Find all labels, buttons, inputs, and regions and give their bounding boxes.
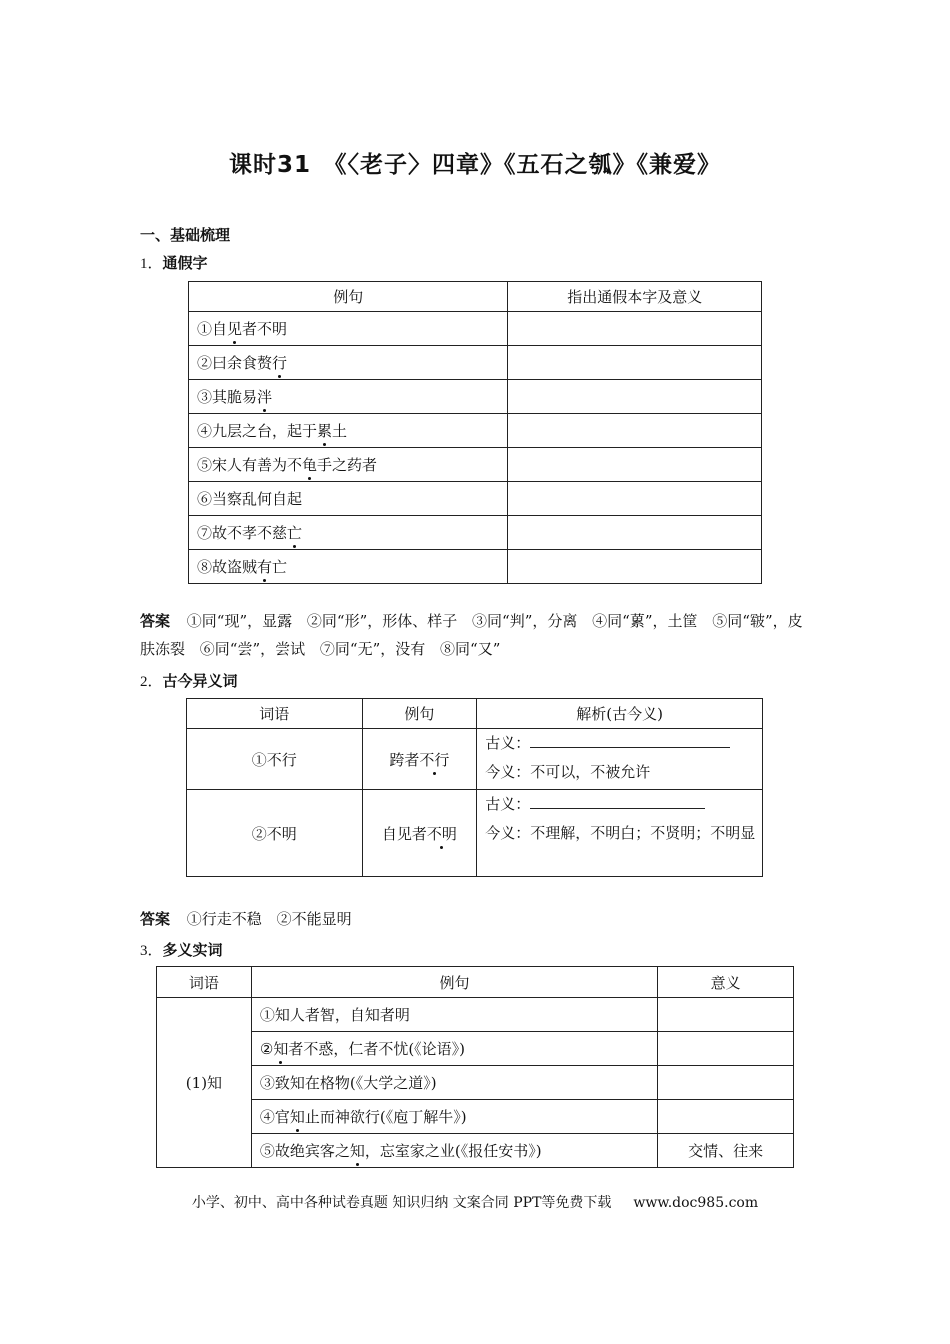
footer-link[interactable]: www.doc985.com	[633, 1195, 759, 1211]
emphasis-char: 不行	[419, 750, 450, 769]
table-row	[187, 790, 763, 877]
answer-item: ②同“形”，形体、样子	[306, 612, 458, 630]
subsection-title: 通假字	[162, 254, 208, 272]
example-cell	[189, 312, 508, 346]
table-row	[189, 346, 762, 380]
meaning-cell[interactable]	[658, 998, 794, 1032]
example-text: ②曰余食赘	[197, 354, 273, 372]
example-cell	[189, 414, 508, 448]
subsection-number: 2．	[140, 674, 163, 690]
table-row	[189, 482, 762, 516]
example-text: 亡	[272, 558, 288, 576]
column-header: 词语	[157, 967, 252, 998]
modern-meaning: 今义：不可以，不被允许	[485, 763, 651, 781]
example-text: 手之药者	[317, 456, 378, 474]
word-cell: ②不明	[187, 790, 363, 877]
table-row	[189, 380, 762, 414]
column-header: 例句	[189, 282, 508, 312]
example-text: ③致知在格物(《大学之道》)	[259, 1074, 437, 1092]
answer-cell[interactable]	[508, 312, 762, 346]
gujin-table	[186, 698, 763, 877]
table-row	[157, 998, 794, 1032]
tongjia-table	[188, 281, 762, 584]
section-heading: 一、基础梳理	[140, 226, 231, 244]
footer-text: 小学、初中、高中各种试卷真题 知识归纳 文案合同 PPT等免费下载	[191, 1195, 612, 1211]
column-header: 例句	[251, 967, 657, 998]
example-text: ⑦故不孝不慈	[197, 524, 288, 542]
answer-block-gujin	[140, 905, 810, 933]
example-text: ，忘室家之业(《报任安书》)	[364, 1142, 542, 1160]
subsection-title: 多义实词	[162, 941, 223, 959]
example-text: ③其脆易	[197, 388, 258, 406]
table-row	[157, 1134, 794, 1168]
answer-cell[interactable]	[508, 448, 762, 482]
example-cell	[362, 790, 477, 877]
ancient-meaning-blank[interactable]	[530, 794, 705, 809]
table-header-row	[187, 699, 763, 729]
table-row	[189, 414, 762, 448]
example-text: ⑤宋人有善为不	[197, 456, 303, 474]
table-row	[189, 312, 762, 346]
example-text: ⑧故盗贼	[197, 558, 258, 576]
answer-cell[interactable]	[508, 516, 762, 550]
example-cell	[251, 998, 657, 1032]
example-cell	[251, 1134, 657, 1168]
example-cell	[189, 516, 508, 550]
ancient-meaning-blank[interactable]	[530, 733, 730, 748]
example-text: 者不明	[242, 320, 288, 338]
answer-cell[interactable]	[508, 346, 762, 380]
answer-cell[interactable]	[508, 380, 762, 414]
emphasis-char: 见	[227, 320, 243, 338]
footer	[0, 1192, 950, 1212]
answer-cell[interactable]	[508, 414, 762, 448]
meaning-cell: 交情、往来	[658, 1134, 794, 1168]
answer-item: ⑤同“皲”，皮肤冻裂	[140, 612, 803, 658]
emphasis-char: 泮	[257, 388, 273, 406]
answer-item: ③同“判”，分离	[472, 612, 578, 630]
emphasis-char: 累	[317, 422, 333, 440]
emphasis-char: 知	[349, 1142, 365, 1160]
example-text: ⑥当察乱何自起	[197, 490, 303, 508]
table-row	[189, 448, 762, 482]
emphasis-char: 知	[273, 1040, 289, 1058]
example-cell	[189, 550, 508, 584]
emphasis-char: 有	[257, 558, 273, 576]
answer-item: ①同“现”，显露	[186, 612, 293, 630]
table-header-row	[189, 282, 762, 312]
table-row	[157, 1032, 794, 1066]
analysis-cell	[477, 790, 763, 877]
example-text: ①自	[197, 320, 228, 338]
modern-meaning: 今义：不理解，不明白；不贤明；不明显	[485, 824, 756, 842]
example-text: ①知人者智，自知者明	[259, 1006, 410, 1024]
example-cell	[189, 482, 508, 516]
emphasis-char: 行	[272, 354, 288, 372]
example-text: 止而神欲行(《庖丁解牛》)	[304, 1108, 467, 1126]
example-text: 者不惑，仁者不忧(《论语》)	[288, 1040, 466, 1058]
emphasis-char: 知	[289, 1108, 305, 1126]
meaning-cell[interactable]	[658, 1100, 794, 1134]
answer-item: ②不能显明	[276, 910, 352, 928]
page-title: 课时31 《〈老子〉四章》《五石之瓠》《兼爱》	[228, 152, 721, 178]
meaning-cell[interactable]	[658, 1066, 794, 1100]
word-cell: ①不行	[187, 729, 363, 790]
table-header-row	[157, 967, 794, 998]
column-header: 解析(古今义)	[477, 699, 763, 729]
example-text: ④九层之台，起于	[197, 422, 318, 440]
column-header: 词语	[187, 699, 363, 729]
subsection-number: 3．	[140, 943, 163, 959]
duoyi-table	[156, 966, 794, 1168]
answer-label: 答案	[140, 910, 171, 928]
answer-item: ①行走不稳	[186, 910, 262, 928]
table-row	[189, 516, 762, 550]
ancient-meaning-label: 古义：	[485, 795, 531, 813]
example-text: 跨者	[389, 750, 420, 769]
subsection-heading-tongjia	[140, 252, 208, 273]
example-text: ⑤故绝宾客之	[259, 1142, 350, 1160]
answer-cell[interactable]	[508, 482, 762, 516]
emphasis-char: 不明	[426, 824, 457, 843]
emphasis-char: 亡	[287, 524, 303, 542]
emphasis-char: 龟	[302, 456, 318, 474]
table-row	[187, 729, 763, 790]
example-cell	[251, 1100, 657, 1134]
subsection-heading-duoyi	[140, 939, 223, 960]
example-text: ④官	[259, 1108, 290, 1126]
example-cell	[189, 448, 508, 482]
subsection-number: 1．	[140, 256, 163, 272]
example-cell	[362, 729, 477, 790]
answer-item: ⑥同“尝”，尝试	[199, 640, 306, 658]
analysis-cell	[477, 729, 763, 790]
table-row	[157, 1066, 794, 1100]
meaning-cell[interactable]	[658, 1032, 794, 1066]
word-cell: (1)知	[157, 998, 252, 1168]
column-header: 例句	[362, 699, 477, 729]
table-row	[157, 1100, 794, 1134]
example-text: 自见者	[381, 824, 427, 843]
table-row	[189, 550, 762, 584]
answer-item: ⑧同“又”	[440, 640, 501, 658]
subsection-title: 古今异义词	[162, 672, 238, 690]
example-text: ②	[259, 1040, 274, 1058]
column-header: 意义	[658, 967, 794, 998]
answer-block-tongjia	[140, 607, 810, 663]
answer-item: ④同“蔂”，土筐	[592, 612, 698, 630]
column-header: 指出通假本字及意义	[508, 282, 762, 312]
answer-cell[interactable]	[508, 550, 762, 584]
example-cell	[251, 1032, 657, 1066]
ancient-meaning-label: 古义：	[485, 734, 531, 752]
answer-label: 答案	[140, 612, 171, 630]
subsection-heading-gujin	[140, 670, 238, 691]
answer-item: ⑦同“无”，没有	[319, 640, 426, 658]
example-cell	[189, 346, 508, 380]
example-cell	[251, 1066, 657, 1100]
example-cell	[189, 380, 508, 414]
example-text: 土	[332, 422, 348, 440]
